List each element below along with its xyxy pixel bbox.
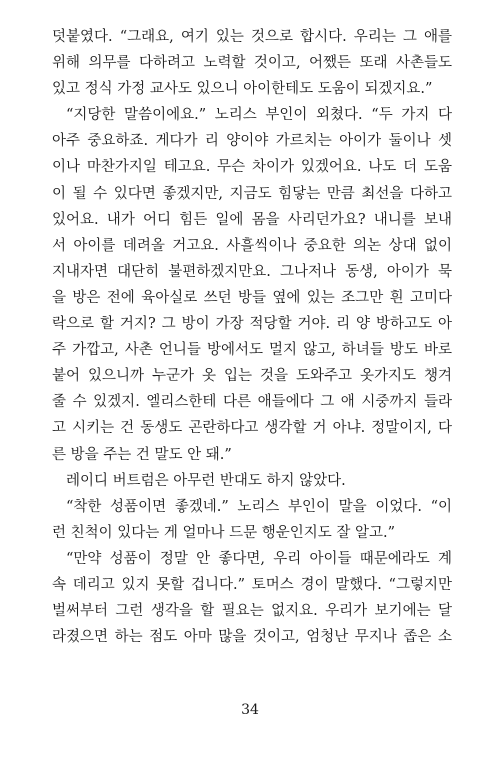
text-line: 이 될 수 있다면 좋겠지만, 지금도 힘닿는 만큼 최선을 다하고 xyxy=(52,185,452,202)
text-line: 아주 중요하죠. 게다가 리 양이야 가르치는 아이가 둘이나 셋 xyxy=(52,133,452,150)
text-line: 위해 의무를 다하려고 노력할 것이고, 어쨌든 또래 사촌들도 xyxy=(52,55,452,72)
text-line: 지내자면 대단히 불편하겠지만요. 그나저나 동생, 아이가 묵 xyxy=(52,263,452,280)
text-line: 른 방을 주는 건 말도 안 돼.” xyxy=(52,446,232,463)
text-line: 락으로 할 거지? 그 방이 가장 적당할 거야. 리 양 방하고도 아 xyxy=(52,316,452,333)
text-line: 레이디 버트럼은 아무런 반대도 하지 않았다. xyxy=(66,472,346,489)
text-line: 런 친척이 있다는 게 얼마나 드문 행운인지도 잘 알고.” xyxy=(52,524,396,541)
text-line: 주 가깝고, 사촌 언니들 방에서도 멀지 않고, 하녀들 방도 바로 xyxy=(52,342,452,359)
text-line: “지당한 말씀이에요.” 노리스 부인이 외쳤다. “두 가지 다 xyxy=(66,107,452,124)
page-body xyxy=(52,24,452,650)
text-line: 을 방은 전에 육아실로 쓰던 방들 옆에 있는 조그만 흰 고미다 xyxy=(52,289,452,306)
text-line: 덧붙였다. “그래요, 여기 있는 것으로 합시다. 우리는 그 애를 xyxy=(52,29,452,45)
text-line: “만약 성품이 정말 안 좋다면, 우리 아이들 때문에라도 계 xyxy=(66,550,452,567)
text-line: 있어요. 내가 어디 힘든 일에 몸을 사리던가요? 내니를 보내 xyxy=(52,211,452,228)
text-line: 줄 수 있겠지. 엘리스한테 다른 애들에다 그 애 시중까지 들라 xyxy=(52,394,452,411)
text-line: 이나 마찬가지일 테고요. 무슨 차이가 있겠어요. 나도 더 도움 xyxy=(52,159,452,176)
text-line: 라졌으면 하는 점도 아마 많을 것이고, 엄청난 무지나 좁은 소 xyxy=(52,629,452,646)
text-line: 붙어 있으니까 누군가 옷 입는 것을 도와주고 옷가지도 챙겨 xyxy=(52,368,452,385)
text-line: 있고 정식 가정 교사도 있으니 아이한테도 도움이 되겠지요.” xyxy=(52,81,433,98)
text-line: 서 아이를 데려올 거고요. 사흘씩이나 중요한 의논 상대 없이 xyxy=(52,237,452,254)
page-number: 34 xyxy=(241,702,259,718)
text-line: 벌써부터 그런 생각을 할 필요는 없지요. 우리가 보기에는 달 xyxy=(52,603,452,620)
text-line: “착한 성품이면 좋겠네.” 노리스 부인이 말을 이었다. “이 xyxy=(66,498,452,515)
text-line: 속 데리고 있지 못할 겁니다.” 토머스 경이 말했다. “그렇지만 xyxy=(52,576,452,593)
text-line: 고 시키는 건 동생도 곤란하다고 생각할 거 아냐. 정말이지, 다 xyxy=(52,420,452,437)
